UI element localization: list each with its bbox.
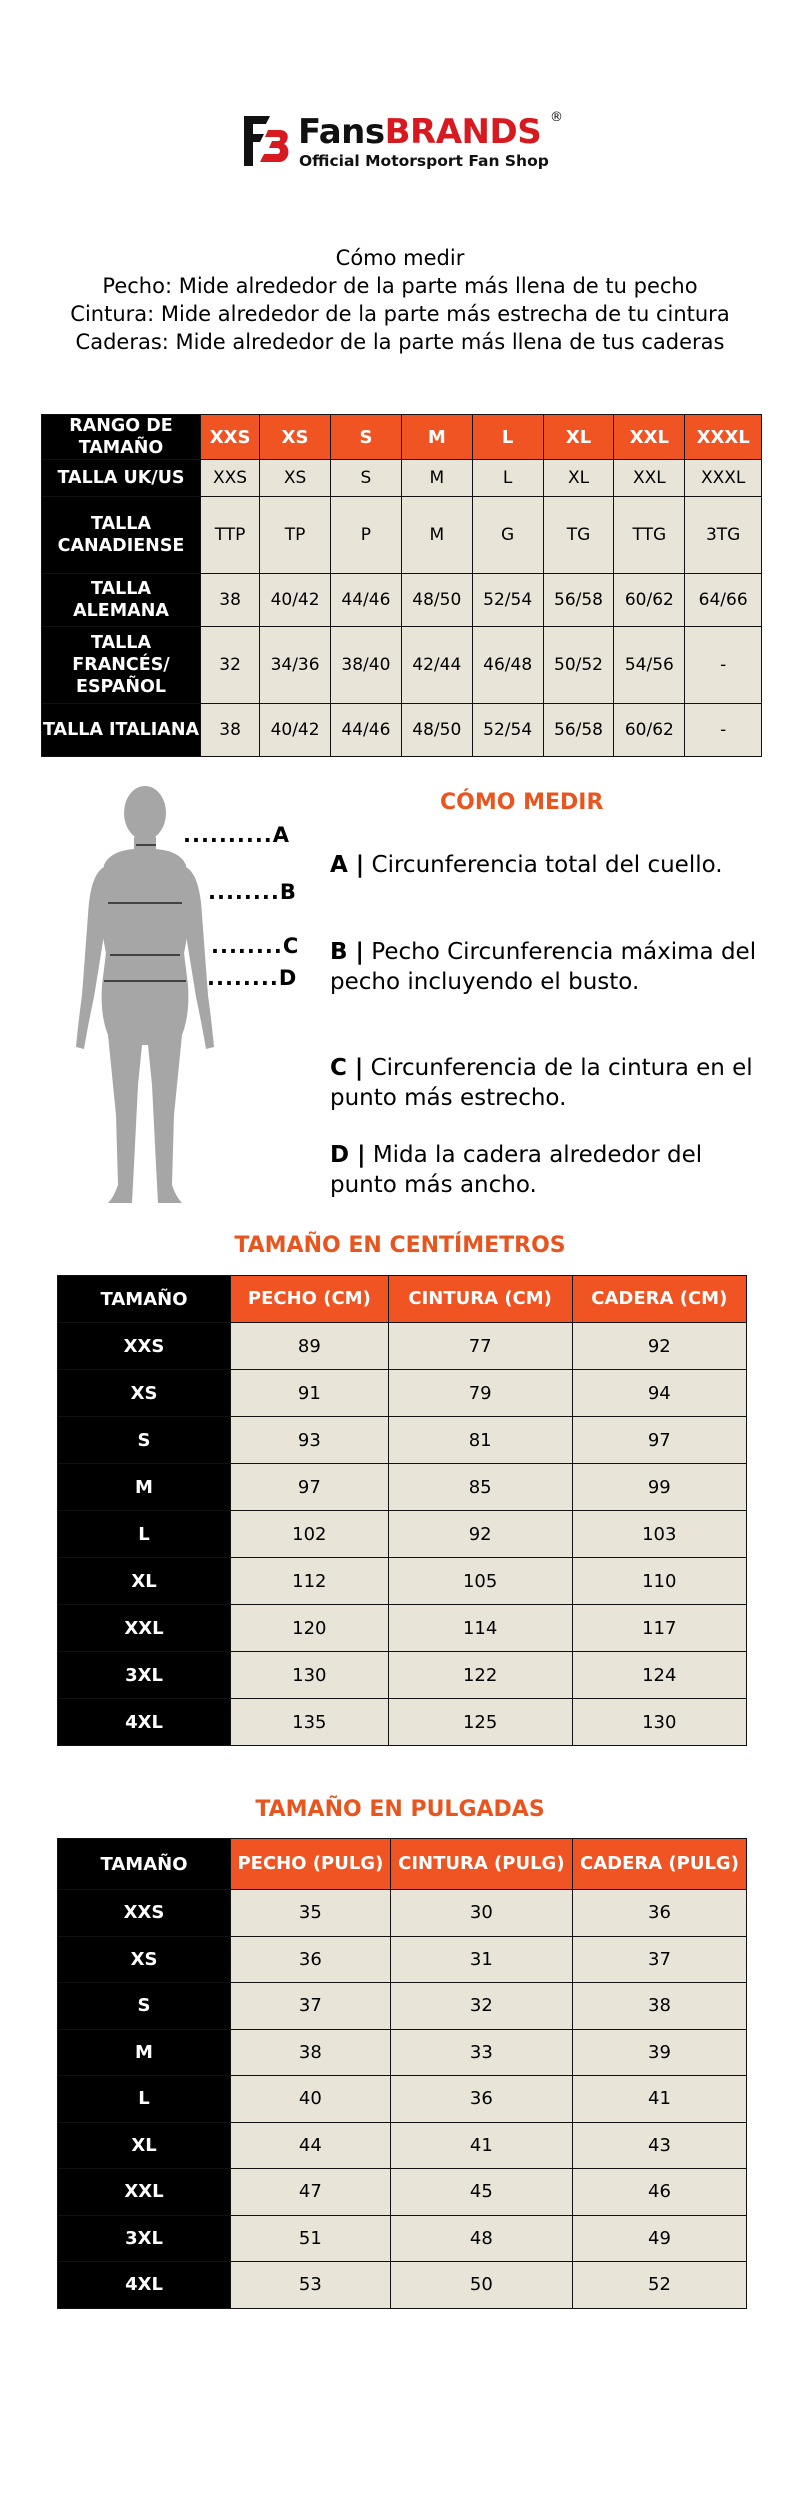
brand-name-part1: Fans	[298, 112, 385, 152]
table-cell: TTG	[614, 497, 685, 574]
conversion-row-german	[42, 574, 762, 627]
size-header: XXS	[201, 415, 260, 460]
table-cell: 60/62	[614, 704, 685, 757]
in-header-row	[58, 1839, 747, 1890]
fb-logo-icon	[240, 110, 292, 172]
registered-mark: ®	[550, 110, 563, 125]
measure-letter: D |	[330, 1142, 366, 1168]
table-cell: 46/48	[472, 627, 543, 704]
size-header: XXXL	[685, 415, 762, 460]
table-cell: XL	[543, 460, 614, 497]
column-header: CINTURA (CM)	[388, 1276, 572, 1323]
size-cell: XL	[58, 1558, 231, 1605]
conversion-corner-header: RANGO DE TAMAÑO	[42, 415, 201, 460]
table-cell: 38/40	[331, 627, 402, 704]
table-row	[58, 2122, 747, 2169]
table-cell: 125	[388, 1699, 572, 1746]
table-cell: 40/42	[260, 574, 331, 627]
table-cell: M	[401, 460, 472, 497]
table-cell: 30	[390, 1890, 572, 1937]
table-row	[58, 2029, 747, 2076]
row-label: TALLA CANADIENSE	[42, 497, 201, 574]
marker-d: ........D	[207, 966, 298, 990]
table-cell: XXXL	[685, 460, 762, 497]
table-cell: 130	[231, 1652, 389, 1699]
table-cell: 105	[388, 1558, 572, 1605]
size-header: XS	[260, 415, 331, 460]
table-cell: XXS	[201, 460, 260, 497]
table-cell: 44	[231, 2122, 391, 2169]
size-cell: XS	[58, 1370, 231, 1417]
table-row	[58, 1323, 747, 1370]
size-cell: 4XL	[58, 1699, 231, 1746]
intro-line-chest: Pecho: Mide alrededor de la parte más llena de tu pecho	[102, 274, 698, 298]
table-cell: -	[685, 704, 762, 757]
inch-size-table	[57, 1838, 747, 2309]
marker-b: ........B	[208, 880, 297, 904]
table-cell: 52	[572, 2262, 746, 2309]
size-cell: M	[58, 1464, 231, 1511]
conversion-row-uk-us	[42, 460, 762, 497]
table-cell: 37	[572, 1936, 746, 1983]
table-row	[58, 1511, 747, 1558]
table-cell: 40	[231, 2076, 391, 2123]
table-cell: 41	[572, 2076, 746, 2123]
marker-c: ........C	[211, 934, 300, 958]
table-cell: TTP	[201, 497, 260, 574]
size-header: XL	[543, 415, 614, 460]
table-cell: 112	[231, 1558, 389, 1605]
measure-letter: C |	[330, 1055, 364, 1081]
size-cell: XXS	[58, 1323, 231, 1370]
table-cell: M	[401, 497, 472, 574]
table-cell: 93	[231, 1417, 389, 1464]
table-cell: TG	[543, 497, 614, 574]
table-cell: 130	[572, 1699, 746, 1746]
column-header: TAMAÑO	[58, 1276, 231, 1323]
table-cell: 56/58	[543, 704, 614, 757]
conversion-row-canadian	[42, 497, 762, 574]
table-cell: 44/46	[331, 704, 402, 757]
table-cell: 102	[231, 1511, 389, 1558]
measure-item-a	[330, 850, 770, 880]
size-cell: XXL	[58, 2169, 231, 2216]
row-label: TALLA ITALIANA	[42, 704, 201, 757]
table-cell: 34/36	[260, 627, 331, 704]
table-cell: 36	[231, 1936, 391, 1983]
table-cell: -	[685, 627, 762, 704]
cm-table-title: TAMAÑO EN CENTÍMETROS	[234, 1233, 566, 1258]
column-header: CADERA (CM)	[572, 1276, 746, 1323]
table-cell: 92	[388, 1511, 572, 1558]
size-header: M	[401, 415, 472, 460]
measure-item-d	[330, 1140, 770, 1200]
table-cell: 94	[572, 1370, 746, 1417]
table-cell: 110	[572, 1558, 746, 1605]
size-cell: S	[58, 1417, 231, 1464]
table-cell: 56/58	[543, 574, 614, 627]
table-cell: 117	[572, 1605, 746, 1652]
table-cell: 54/56	[614, 627, 685, 704]
table-cell: 51	[231, 2215, 391, 2262]
table-cell: 38	[572, 1983, 746, 2030]
measure-text: Circunferencia de la cintura en el punto más estrecho.	[330, 1055, 753, 1111]
table-cell: 36	[390, 2076, 572, 2123]
table-cell: P	[331, 497, 402, 574]
table-cell: 36	[572, 1890, 746, 1937]
measure-text: Pecho Circunferencia máxima del pecho incluyendo el busto.	[330, 939, 757, 995]
size-header: S	[331, 415, 402, 460]
table-cell: 53	[231, 2262, 391, 2309]
table-row	[58, 1983, 747, 2030]
table-row	[58, 1605, 747, 1652]
measure-letter: B |	[330, 939, 364, 965]
size-cell: L	[58, 1511, 231, 1558]
table-cell: 124	[572, 1652, 746, 1699]
table-cell: 64/66	[685, 574, 762, 627]
table-cell: 122	[388, 1652, 572, 1699]
table-row	[58, 1370, 747, 1417]
size-cell: L	[58, 2076, 231, 2123]
measure-letter: A |	[330, 852, 365, 878]
table-row	[58, 2169, 747, 2216]
table-cell: 45	[390, 2169, 572, 2216]
measure-text: Mida la cadera alrededor del punto más ancho.	[330, 1142, 703, 1198]
brand-name-part2: BRANDS	[384, 112, 542, 152]
table-cell: 40/42	[260, 704, 331, 757]
table-cell: 92	[572, 1323, 746, 1370]
table-row	[58, 1558, 747, 1605]
table-cell: 91	[231, 1370, 389, 1417]
table-cell: 52/54	[472, 704, 543, 757]
table-cell: 43	[572, 2122, 746, 2169]
table-cell: 32	[201, 627, 260, 704]
size-header: L	[472, 415, 543, 460]
table-cell: 46	[572, 2169, 746, 2216]
table-row	[58, 1417, 747, 1464]
size-cell: XL	[58, 2122, 231, 2169]
size-conversion-table	[41, 414, 762, 757]
table-cell: 81	[388, 1417, 572, 1464]
table-cell: 38	[231, 2029, 391, 2076]
table-cell: 42/44	[401, 627, 472, 704]
table-cell: 44/46	[331, 574, 402, 627]
table-row	[58, 2076, 747, 2123]
intro-line-hips: Caderas: Mide alrededor de la parte más llena de tus caderas	[75, 330, 725, 354]
size-header: XXL	[614, 415, 685, 460]
measure-item-c	[330, 1053, 770, 1113]
size-cell: 3XL	[58, 2215, 231, 2262]
table-cell: 99	[572, 1464, 746, 1511]
measure-item-b	[330, 937, 770, 997]
table-cell: 50/52	[543, 627, 614, 704]
row-label: TALLA ALEMANA	[42, 574, 201, 627]
table-row	[58, 1936, 747, 1983]
table-cell: 48	[390, 2215, 572, 2262]
cm-size-table	[57, 1275, 747, 1746]
table-cell: S	[331, 460, 402, 497]
table-row	[58, 1652, 747, 1699]
column-header: PECHO (PULG)	[231, 1839, 391, 1890]
column-header: TAMAÑO	[58, 1839, 231, 1890]
table-cell: L	[472, 460, 543, 497]
table-cell: 32	[390, 1983, 572, 2030]
intro-section	[0, 244, 800, 356]
table-cell: TP	[260, 497, 331, 574]
table-cell: 38	[201, 574, 260, 627]
table-cell: 49	[572, 2215, 746, 2262]
table-cell: 37	[231, 1983, 391, 2030]
table-cell: 33	[390, 2029, 572, 2076]
marker-a: ..........A	[183, 823, 291, 847]
table-row	[58, 1890, 747, 1937]
measure-title: CÓMO MEDIR	[440, 790, 604, 815]
table-cell: 41	[390, 2122, 572, 2169]
intro-title: Cómo medir	[335, 246, 465, 270]
brand-logo	[240, 110, 570, 180]
table-cell: XS	[260, 460, 331, 497]
table-cell: 48/50	[401, 704, 472, 757]
table-row	[58, 2215, 747, 2262]
size-cell: XXS	[58, 1890, 231, 1937]
table-cell: 120	[231, 1605, 389, 1652]
table-cell: 85	[388, 1464, 572, 1511]
cm-header-row	[58, 1276, 747, 1323]
size-cell: M	[58, 2029, 231, 2076]
brand-tagline: Official Motorsport Fan Shop	[299, 152, 549, 170]
intro-line-waist: Cintura: Mide alrededor de la parte más estrecha de tu cintura	[70, 302, 730, 326]
table-cell: XXL	[614, 460, 685, 497]
brand-name	[298, 112, 541, 152]
table-cell: 79	[388, 1370, 572, 1417]
table-cell: 60/62	[614, 574, 685, 627]
table-cell: 52/54	[472, 574, 543, 627]
table-row	[58, 1464, 747, 1511]
table-cell: 89	[231, 1323, 389, 1370]
table-cell: 35	[231, 1890, 391, 1937]
table-cell: 97	[572, 1417, 746, 1464]
table-cell: 135	[231, 1699, 389, 1746]
body-silhouette-illustration	[60, 785, 300, 1215]
table-cell: 31	[390, 1936, 572, 1983]
table-cell: 3TG	[685, 497, 762, 574]
column-header: CINTURA (PULG)	[390, 1839, 572, 1890]
size-cell: 3XL	[58, 1652, 231, 1699]
size-cell: XS	[58, 1936, 231, 1983]
table-cell: 114	[388, 1605, 572, 1652]
column-header: PECHO (CM)	[231, 1276, 389, 1323]
conversion-row-french-spanish	[42, 627, 762, 704]
measure-text: Circunferencia total del cuello.	[371, 852, 723, 878]
column-header: CADERA (PULG)	[572, 1839, 746, 1890]
size-cell: S	[58, 1983, 231, 2030]
row-label: TALLA UK/US	[42, 460, 201, 497]
table-cell: 97	[231, 1464, 389, 1511]
table-cell: 47	[231, 2169, 391, 2216]
size-cell: 4XL	[58, 2262, 231, 2309]
in-table-title: TAMAÑO EN PULGADAS	[255, 1797, 545, 1822]
table-row	[58, 1699, 747, 1746]
table-cell: 77	[388, 1323, 572, 1370]
row-label: TALLA FRANCÉS/ ESPAÑOL	[42, 627, 201, 704]
table-row	[58, 2262, 747, 2309]
table-cell: G	[472, 497, 543, 574]
conversion-header-row	[42, 415, 762, 460]
size-cell: XXL	[58, 1605, 231, 1652]
table-cell: 103	[572, 1511, 746, 1558]
table-cell: 38	[201, 704, 260, 757]
table-cell: 48/50	[401, 574, 472, 627]
conversion-row-italian	[42, 704, 762, 757]
table-cell: 50	[390, 2262, 572, 2309]
table-cell: 39	[572, 2029, 746, 2076]
